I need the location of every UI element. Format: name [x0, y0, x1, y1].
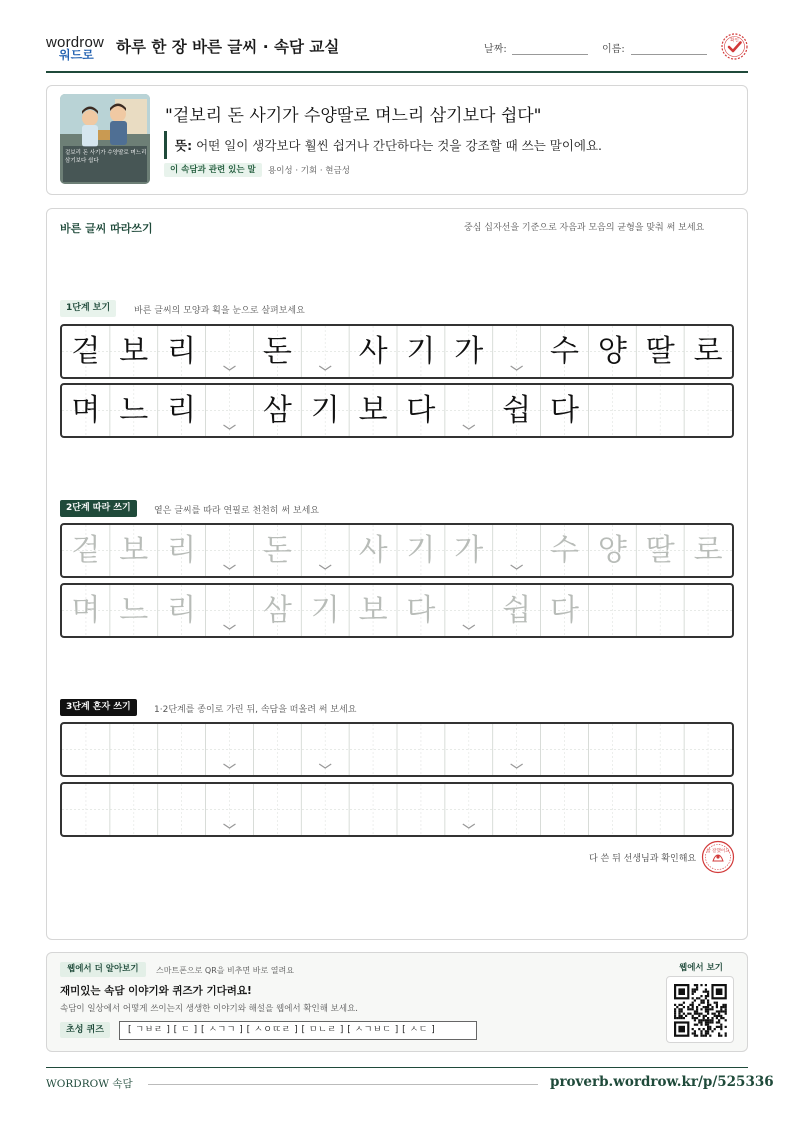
glyph-7: 사	[358, 533, 388, 568]
step1-row-1	[60, 324, 734, 379]
stamp-text: 참 잘했어요	[706, 849, 730, 854]
meaning-accent-bar	[164, 131, 167, 159]
glyph-12: 양	[597, 334, 627, 369]
step2-desc: 옅은 글씨를 따라 연필로 천천히 써 보세요	[154, 506, 319, 516]
glyph-8: 다	[406, 393, 436, 428]
logo-subtext: 워드로	[59, 48, 94, 62]
glyph-1: 겉	[71, 533, 101, 568]
name-field[interactable]	[631, 54, 707, 55]
web-subtext: 속담이 일상에서 어떻게 쓰이는지 생생한 이야기와 해설을 웹에서 확인해 보세요.	[60, 1004, 358, 1014]
glyph-7: 보	[358, 593, 388, 628]
teacher-confirm-text: 다 쓴 뒤 선생님과 확인해요	[589, 854, 697, 864]
footer-url-link[interactable]: proverb.wordrow.kr/p/525336	[550, 1074, 774, 1090]
step1-badge: 1단계 보기	[60, 300, 116, 317]
glyph-12: 양	[597, 533, 627, 568]
quiz-label: 초성 퀴즈	[60, 1022, 110, 1038]
related-words: 용이성 · 기회 · 현금성	[268, 166, 350, 176]
glyph-11: 수	[550, 533, 579, 568]
glyph-13: 딸	[645, 334, 675, 369]
glyph-9: 가	[454, 533, 484, 568]
glyph-11: 다	[550, 593, 579, 628]
date-label: 날짜:	[484, 44, 507, 55]
glyph-8: 기	[406, 533, 436, 568]
qr-code-icon[interactable]	[666, 976, 734, 1043]
step3-badge: 3단계 혼자 쓰기	[60, 699, 137, 716]
meaning-text	[175, 136, 602, 154]
glyph-5: 돈	[262, 334, 292, 369]
step2-badge: 2단계 따라 쓰기	[60, 500, 137, 517]
initial-consonant-quiz: [ ㄱㅂㄹ ] [ ㄷ ] [ ㅅㄱㄱ ] [ ㅅㅇㄸㄹ ] [ ㅁㄴㄹ ] [ ㅅㄱㅂㄷ ] [ ㅅㄷ ]	[119, 1021, 477, 1040]
glyph-2: 느	[119, 393, 149, 428]
footer-brand: WORDROW 속담	[46, 1078, 133, 1090]
header-divider	[46, 71, 748, 73]
glyph-10: 쉽	[502, 393, 532, 428]
page-title: 하루 한 장 바른 글씨 · 속담 교실	[116, 38, 340, 56]
name-label: 이름:	[602, 44, 625, 55]
glyph-10: 쉽	[502, 593, 532, 628]
logo-text: wordrow	[46, 34, 105, 51]
web-headline: 재미있는 속담 이야기와 퀴즈가 기다려요!	[60, 985, 252, 997]
glyph-3: 리	[167, 593, 197, 628]
date-field[interactable]	[512, 54, 588, 55]
glyph-11: 수	[550, 334, 579, 369]
step3-desc: 1·2단계를 종이로 가린 뒤, 속담을 떠올려 써 보세요	[154, 705, 357, 715]
glyph-1: 겉	[71, 334, 101, 369]
glyph-7: 사	[358, 334, 388, 369]
glyph-2: 보	[119, 334, 149, 369]
step3-row-2[interactable]	[60, 782, 734, 837]
step1-row-2	[60, 383, 734, 438]
glyph-2: 느	[119, 593, 149, 628]
footer-divider	[46, 1067, 748, 1068]
practice-title: 바른 글씨 따라쓰기	[60, 222, 153, 235]
glyph-3: 리	[167, 334, 197, 369]
proverb-text: "겉보리 돈 사기가 수양딸로 며느리 삼기보다 쉽다"	[165, 106, 542, 126]
meaning-body: 어떤 일이 생각보다 훨씬 쉽거나 간단하다는 것을 강조할 때 쓰는 말이에요.	[196, 138, 603, 153]
glyph-6: 기	[310, 593, 340, 628]
glyph-14: 로	[693, 533, 723, 568]
glyph-5: 삼	[262, 593, 292, 628]
meaning-label: 뜻:	[175, 138, 193, 153]
web-more-tag: 웹에서 더 알아보기	[60, 962, 146, 977]
glyph-11: 다	[550, 393, 579, 428]
glyph-8: 다	[406, 593, 436, 628]
glyph-2: 보	[119, 533, 149, 568]
related-tag: 이 속담과 관련 있는 말	[164, 163, 262, 177]
check-badge-icon	[721, 33, 748, 60]
step1-desc: 바른 글씨의 모양과 획을 눈으로 살펴보세요	[134, 306, 305, 316]
web-qr-note: 스마트폰으로 QR을 비추면 바로 열려요	[156, 966, 294, 975]
glyph-5: 돈	[262, 533, 292, 568]
proverb-illustration	[60, 94, 150, 184]
step2-row-2[interactable]	[60, 583, 734, 638]
check-badge-text: 확인	[730, 38, 739, 44]
wordrow-logo	[46, 34, 108, 62]
glyph-8: 기	[406, 334, 436, 369]
footer-line	[148, 1084, 538, 1085]
glyph-1: 며	[71, 393, 101, 428]
step2-row-1[interactable]	[60, 523, 734, 578]
glyph-7: 보	[358, 393, 388, 428]
glyph-9: 가	[454, 334, 484, 369]
good-job-stamp-icon	[701, 840, 735, 874]
step3-row-1[interactable]	[60, 722, 734, 777]
glyph-6: 기	[310, 393, 340, 428]
glyph-13: 딸	[645, 533, 675, 568]
glyph-3: 리	[167, 533, 197, 568]
glyph-3: 리	[167, 393, 197, 428]
practice-hint: 중심 십자선을 기준으로 자음과 모음의 균형을 맞춰 써 보세요	[464, 223, 705, 233]
glyph-1: 며	[71, 593, 101, 628]
glyph-5: 삼	[262, 393, 292, 428]
qr-label: 웹에서 보기	[679, 963, 724, 973]
thumbnail-caption: 겉보리 돈 사기가 수양딸로 며느리 삼기보다 쉽다	[65, 150, 147, 164]
glyph-14: 로	[693, 334, 723, 369]
